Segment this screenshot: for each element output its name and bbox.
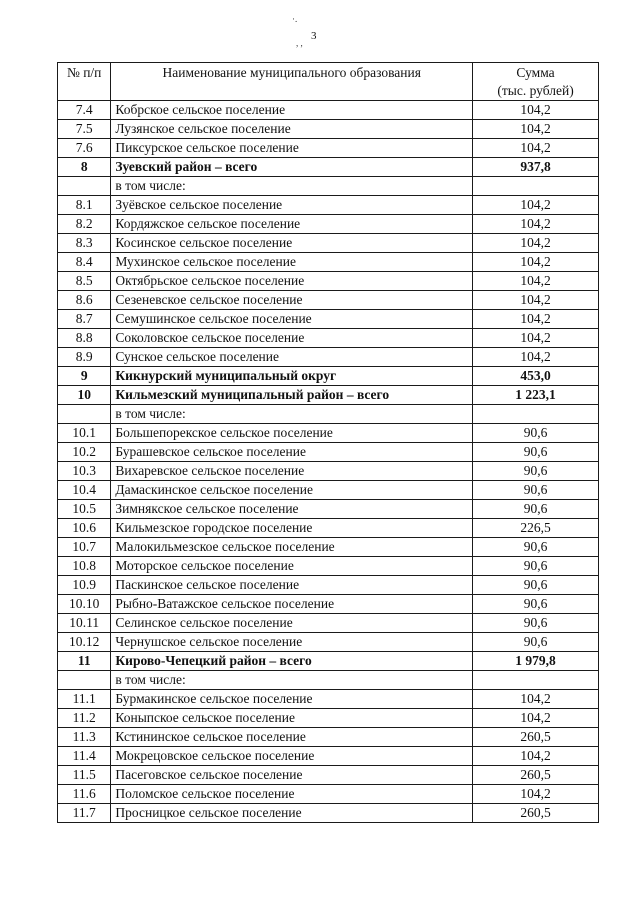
scan-mark: ·. bbox=[292, 14, 298, 24]
row-name: Пасеговское сельское поселение bbox=[111, 766, 473, 785]
row-sum: 104,2 bbox=[473, 272, 599, 291]
row-sum bbox=[473, 671, 599, 690]
row-sum bbox=[473, 177, 599, 196]
row-name: Бурмакинское сельское поселение bbox=[111, 690, 473, 709]
table-row bbox=[58, 272, 599, 291]
row-name: Кильмезский муниципальный район – всего bbox=[111, 386, 473, 405]
row-name: Зимнякское сельское поселение bbox=[111, 500, 473, 519]
page-number: 3 bbox=[311, 30, 317, 42]
row-number: 11.7 bbox=[58, 804, 111, 823]
row-name: Кикнурский муниципальный округ bbox=[111, 367, 473, 386]
table-row bbox=[58, 538, 599, 557]
table-row bbox=[58, 177, 599, 196]
table-row bbox=[58, 671, 599, 690]
scan-mark: , , bbox=[296, 38, 303, 48]
table-row bbox=[58, 595, 599, 614]
header-name-label: Наименование муниципального образования bbox=[162, 65, 421, 80]
row-number: 11.6 bbox=[58, 785, 111, 804]
row-number: 10 bbox=[58, 386, 111, 405]
row-sum: 90,6 bbox=[473, 614, 599, 633]
row-number: 10.10 bbox=[58, 595, 111, 614]
header-sum-line1: Сумма bbox=[516, 65, 555, 80]
table-row bbox=[58, 196, 599, 215]
table-row bbox=[58, 728, 599, 747]
row-number: 11.5 bbox=[58, 766, 111, 785]
row-number: 10.5 bbox=[58, 500, 111, 519]
row-name: Косинское сельское поселение bbox=[111, 234, 473, 253]
row-name: Кирово-Чепецкий район – всего bbox=[111, 652, 473, 671]
row-sum: 90,6 bbox=[473, 538, 599, 557]
row-number bbox=[58, 177, 111, 196]
row-number: 10.1 bbox=[58, 424, 111, 443]
table-row bbox=[58, 139, 599, 158]
table-row bbox=[58, 253, 599, 272]
row-sum: 104,2 bbox=[473, 253, 599, 272]
row-name: Семушинское сельское поселение bbox=[111, 310, 473, 329]
table-row bbox=[58, 614, 599, 633]
row-number: 11.1 bbox=[58, 690, 111, 709]
row-sum: 104,2 bbox=[473, 101, 599, 120]
row-number: 7.5 bbox=[58, 120, 111, 139]
table-row bbox=[58, 234, 599, 253]
row-name: Паскинское сельское поселение bbox=[111, 576, 473, 595]
row-number: 10.11 bbox=[58, 614, 111, 633]
allocation-table bbox=[57, 62, 599, 823]
row-number: 10.12 bbox=[58, 633, 111, 652]
header-number: № п/п bbox=[58, 63, 111, 101]
row-name: Селинское сельское поселение bbox=[111, 614, 473, 633]
table-row bbox=[58, 310, 599, 329]
row-number: 8.5 bbox=[58, 272, 111, 291]
row-sum: 104,2 bbox=[473, 291, 599, 310]
row-number: 8.8 bbox=[58, 329, 111, 348]
row-name: Кстининское сельское поселение bbox=[111, 728, 473, 747]
row-name: Зуёвское сельское поселение bbox=[111, 196, 473, 215]
row-number: 10.2 bbox=[58, 443, 111, 462]
row-sum: 260,5 bbox=[473, 766, 599, 785]
row-sum: 104,2 bbox=[473, 120, 599, 139]
table-row bbox=[58, 367, 599, 386]
row-name: Октябрьское сельское поселение bbox=[111, 272, 473, 291]
row-number: 11.2 bbox=[58, 709, 111, 728]
header-sum-line2: (тыс. рублей) bbox=[497, 83, 574, 98]
table-header-row bbox=[58, 63, 599, 101]
row-sum: 104,2 bbox=[473, 234, 599, 253]
row-number: 8.3 bbox=[58, 234, 111, 253]
row-number: 11.3 bbox=[58, 728, 111, 747]
row-name: Поломское сельское поселение bbox=[111, 785, 473, 804]
row-number: 10.7 bbox=[58, 538, 111, 557]
row-sum: 90,6 bbox=[473, 633, 599, 652]
row-sum: 90,6 bbox=[473, 424, 599, 443]
row-sum: 1 223,1 bbox=[473, 386, 599, 405]
row-sum: 104,2 bbox=[473, 310, 599, 329]
row-name: Сунское сельское поселение bbox=[111, 348, 473, 367]
row-sum: 104,2 bbox=[473, 196, 599, 215]
row-name: Просницкое сельское поселение bbox=[111, 804, 473, 823]
row-number: 10.6 bbox=[58, 519, 111, 538]
row-number: 10.8 bbox=[58, 557, 111, 576]
table-row bbox=[58, 120, 599, 139]
row-number: 11.4 bbox=[58, 747, 111, 766]
table-row bbox=[58, 443, 599, 462]
row-number: 9 bbox=[58, 367, 111, 386]
row-sum: 104,2 bbox=[473, 785, 599, 804]
row-name: Зуевский район – всего bbox=[111, 158, 473, 177]
row-number: 10.3 bbox=[58, 462, 111, 481]
row-name: Чернушское сельское поселение bbox=[111, 633, 473, 652]
row-sum: 453,0 bbox=[473, 367, 599, 386]
row-sum: 90,6 bbox=[473, 557, 599, 576]
table-row bbox=[58, 519, 599, 538]
table-row bbox=[58, 747, 599, 766]
table-row bbox=[58, 158, 599, 177]
table-row bbox=[58, 576, 599, 595]
row-sum: 104,2 bbox=[473, 329, 599, 348]
row-number: 7.4 bbox=[58, 101, 111, 120]
row-name: Бурашевское сельское поселение bbox=[111, 443, 473, 462]
table-row bbox=[58, 785, 599, 804]
table-row bbox=[58, 386, 599, 405]
row-sum: 104,2 bbox=[473, 709, 599, 728]
row-name: Кобрское сельское поселение bbox=[111, 101, 473, 120]
table-row bbox=[58, 690, 599, 709]
row-number: 8 bbox=[58, 158, 111, 177]
row-sum: 937,8 bbox=[473, 158, 599, 177]
row-sum: 260,5 bbox=[473, 804, 599, 823]
table-row bbox=[58, 405, 599, 424]
row-name: Дамаскинское сельское поселение bbox=[111, 481, 473, 500]
row-name: в том числе: bbox=[111, 671, 473, 690]
table-row bbox=[58, 633, 599, 652]
row-name: Пиксурское сельское поселение bbox=[111, 139, 473, 158]
table-row bbox=[58, 766, 599, 785]
row-sum: 104,2 bbox=[473, 747, 599, 766]
table-row bbox=[58, 481, 599, 500]
row-number: 8.4 bbox=[58, 253, 111, 272]
row-number: 11 bbox=[58, 652, 111, 671]
row-name: Мокрецовское сельское поселение bbox=[111, 747, 473, 766]
table-row bbox=[58, 348, 599, 367]
row-name: Малокильмезское сельское поселение bbox=[111, 538, 473, 557]
row-name: Сезеневское сельское поселение bbox=[111, 291, 473, 310]
row-name: Лузянское сельское поселение bbox=[111, 120, 473, 139]
row-name: Кордяжское сельское поселение bbox=[111, 215, 473, 234]
row-sum: 90,6 bbox=[473, 500, 599, 519]
row-name: в том числе: bbox=[111, 177, 473, 196]
row-sum: 104,2 bbox=[473, 215, 599, 234]
row-number: 8.1 bbox=[58, 196, 111, 215]
row-name: Мухинское сельское поселение bbox=[111, 253, 473, 272]
row-name: Соколовское сельское поселение bbox=[111, 329, 473, 348]
header-sum bbox=[473, 63, 599, 101]
row-sum bbox=[473, 405, 599, 424]
row-sum: 90,6 bbox=[473, 481, 599, 500]
row-number: 8.9 bbox=[58, 348, 111, 367]
row-name: в том числе: bbox=[111, 405, 473, 424]
row-sum: 226,5 bbox=[473, 519, 599, 538]
row-name: Рыбно-Ватажское сельское поселение bbox=[111, 595, 473, 614]
table-row bbox=[58, 709, 599, 728]
row-sum: 90,6 bbox=[473, 576, 599, 595]
row-sum: 104,2 bbox=[473, 348, 599, 367]
row-name: Кильмезское городское поселение bbox=[111, 519, 473, 538]
table-row bbox=[58, 557, 599, 576]
table-row bbox=[58, 462, 599, 481]
table-row bbox=[58, 500, 599, 519]
row-name: Коныпское сельское поселение bbox=[111, 709, 473, 728]
row-number: 10.9 bbox=[58, 576, 111, 595]
row-name: Вихаревское сельское поселение bbox=[111, 462, 473, 481]
table-row bbox=[58, 804, 599, 823]
row-sum: 104,2 bbox=[473, 139, 599, 158]
table-row bbox=[58, 291, 599, 310]
table-row bbox=[58, 215, 599, 234]
header-name bbox=[111, 63, 473, 101]
row-sum: 90,6 bbox=[473, 443, 599, 462]
row-sum: 1 979,8 bbox=[473, 652, 599, 671]
row-sum: 260,5 bbox=[473, 728, 599, 747]
row-sum: 104,2 bbox=[473, 690, 599, 709]
row-number: 8.2 bbox=[58, 215, 111, 234]
row-sum: 90,6 bbox=[473, 462, 599, 481]
row-number bbox=[58, 671, 111, 690]
table-row bbox=[58, 424, 599, 443]
row-number: 7.6 bbox=[58, 139, 111, 158]
table-row bbox=[58, 652, 599, 671]
row-number: 8.7 bbox=[58, 310, 111, 329]
table-row bbox=[58, 329, 599, 348]
row-number: 10.4 bbox=[58, 481, 111, 500]
table-row bbox=[58, 101, 599, 120]
row-number bbox=[58, 405, 111, 424]
row-name: Большепорекское сельское поселение bbox=[111, 424, 473, 443]
row-sum: 90,6 bbox=[473, 595, 599, 614]
row-number: 8.6 bbox=[58, 291, 111, 310]
row-name: Моторское сельское поселение bbox=[111, 557, 473, 576]
